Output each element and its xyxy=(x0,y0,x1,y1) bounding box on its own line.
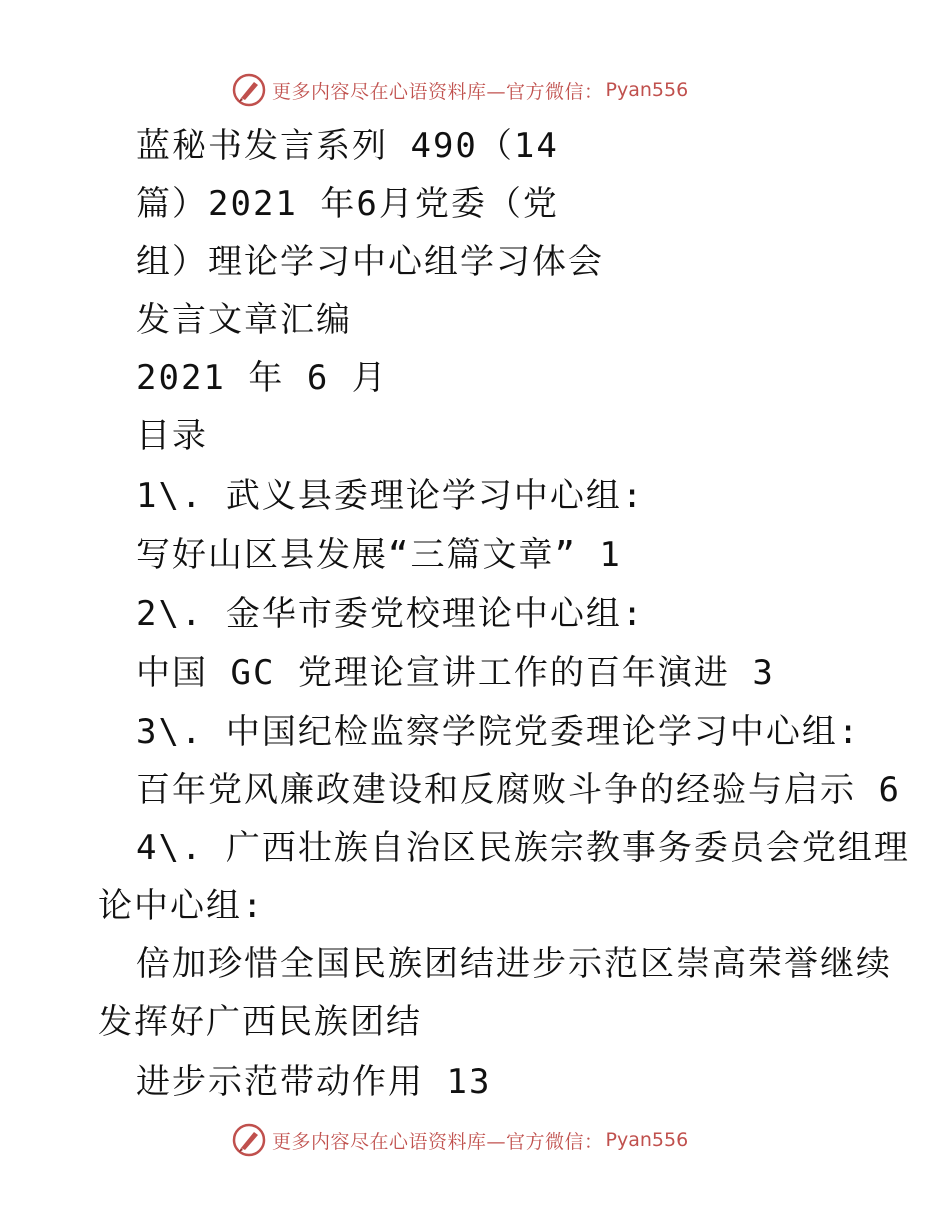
title-line-2: 篇）2021 年6月党委（党 xyxy=(136,184,559,224)
watermark-text: 更多内容尽在心语资料库—官方微信： xyxy=(272,80,604,103)
toc-line: 论中心组: xyxy=(98,886,265,926)
watermark-footer xyxy=(232,1122,688,1158)
toc-line: 发挥好广西民族团结 xyxy=(98,1002,422,1042)
toc-line: 2\. 金华市委党校理论中心组: xyxy=(136,594,645,634)
watermark-text: 更多内容尽在心语资料库—官方微信： xyxy=(272,1130,604,1153)
title-line-3: 组）理论学习中心组学习体会 xyxy=(136,242,604,282)
toc-line: 进步示范带动作用 13 xyxy=(136,1062,492,1102)
toc-line: 写好山区县发展“三篇文章” 1 xyxy=(136,535,622,575)
watermark-wechat-id: Pyan556 xyxy=(605,79,689,101)
toc-line: 3\. 中国纪检监察学院党委理论学习中心组: xyxy=(136,712,861,752)
toc-line: 百年党风廉政建设和反腐败斗争的经验与启示 6 xyxy=(136,770,901,810)
toc-heading: 目录 xyxy=(136,416,208,456)
title-line-4: 发言文章汇编 xyxy=(136,300,352,340)
toc-line: 1\. 武义县委理论学习中心组: xyxy=(136,476,645,516)
toc-line: 倍加珍惜全国民族团结进步示范区崇高荣誉继续 xyxy=(136,944,892,984)
toc-line: 中国 GC 党理论宣讲工作的百年演进 3 xyxy=(136,653,775,693)
toc-line: 4\. 广西壮族自治区民族宗教事务委员会党组理 xyxy=(136,828,910,868)
document-date: 2021 年 6 月 xyxy=(136,358,388,398)
title-line-1: 蓝秘书发言系列 490（14 xyxy=(136,126,559,166)
watermark-wechat-id: Pyan556 xyxy=(605,1129,689,1151)
quill-logo-icon xyxy=(232,1123,266,1157)
